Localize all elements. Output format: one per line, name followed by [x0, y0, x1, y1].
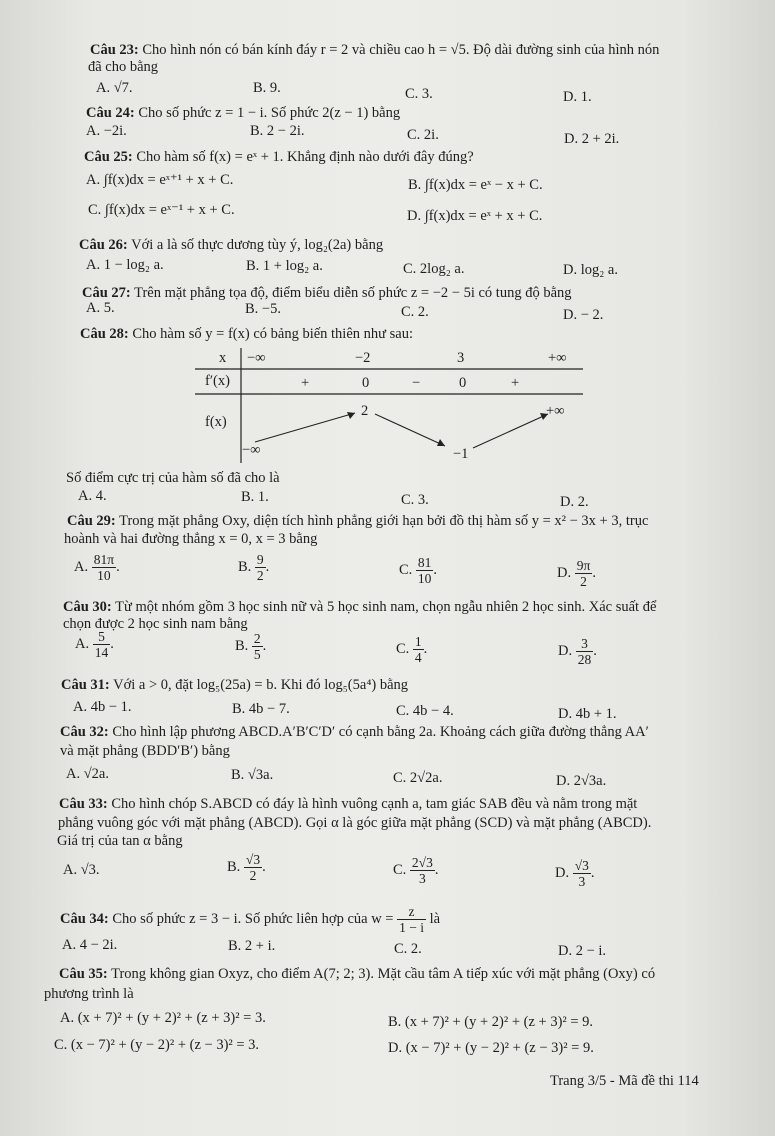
q28-option-a: A. 4.	[78, 488, 107, 504]
x-value: −∞	[247, 350, 266, 366]
q33-stem-line1: Câu 33: Cho hình chóp S.ABCD có đáy là hình vuông cạnh a, tam giác SAB đều và nằm trong mặt	[59, 796, 638, 812]
q32-option-c: C. 2√2a.	[393, 770, 443, 786]
q23-option-a: A. √7.	[96, 80, 133, 96]
q24-stem: Câu 24: Cho số phức z = 1 − i. Số phức 2(z − 1) bằng	[86, 105, 401, 121]
q33-stem-line2: phẳng vuông góc với mặt phẳng (ABCD). Gọi α là góc giữa mặt phẳng (SCD) và mặt phẳng (ABCD).	[58, 815, 652, 831]
variation-table	[195, 348, 583, 463]
q32-option-d: D. 2√3a.	[556, 773, 607, 789]
q26-option-b: B. 1 + log₂ a.	[246, 258, 323, 274]
q30-stem-line2: chọn được 2 học sinh nam bằng	[63, 616, 248, 632]
q32-option-b: B. √3a.	[231, 767, 274, 783]
q30-stem-line1: Câu 30: Từ một nhóm gồm 3 học sinh nữ và 5 học sinh nam, chọn ngẫu nhiên 2 học sinh. Xác suất để	[63, 599, 657, 615]
q26-option-c: C. 2log₂ a.	[403, 261, 465, 277]
page-footer: Trang 3/5 - Mã đề thi 114	[550, 1073, 699, 1089]
x-value: +∞	[548, 350, 567, 366]
q26-stem: Câu 26: Với a là số thực dương tùy ý, log₂(2a) bằng	[79, 237, 384, 253]
sign-value: +	[511, 375, 520, 391]
x-value: 3	[457, 350, 465, 366]
q27-stem: Câu 27: Trên mặt phẳng tọa độ, điểm biểu diễn số phức z = −2 − 5i có tung độ bằng	[82, 285, 572, 301]
q23-option-b: B. 9.	[253, 80, 281, 96]
q32-stem-line2: và mặt phẳng (BDD′B′) bằng	[60, 743, 230, 759]
q23-stem-line2: đã cho bằng	[88, 59, 159, 75]
q28-option-c: C. 3.	[401, 492, 429, 508]
sign-value: 0	[459, 375, 467, 391]
q25-option-b: B. ∫f(x)dx = eˣ − x + C.	[408, 177, 543, 193]
q30-option-d: D. $\frac{3}{28}$ .	[558, 636, 597, 667]
q28-option-d: D. 2.	[560, 494, 589, 510]
q24-option-a: A. −2i.	[86, 123, 127, 139]
q30-option-a: A. $\frac{5}{14}$ .	[75, 629, 114, 660]
arrow-increasing-2	[473, 414, 548, 448]
q29-option-c: C. $\frac{81}{10}$ .	[399, 555, 438, 586]
q31-option-c: C. 4b − 4.	[396, 703, 454, 719]
arrow-increasing-1	[255, 413, 355, 442]
q29-stem-line1: Câu 29: Trong mặt phẳng Oxy, diện tích hình phẳng giới hạn bởi đồ thị hàm số y = x² − 3x + 3, trục	[67, 513, 649, 529]
q33-option-c: C. $\frac{2√3}{3}$ .	[393, 855, 439, 886]
q31-option-a: A. 4b − 1.	[73, 699, 132, 715]
q25-stem: Câu 25: Cho hàm số f(x) = eˣ + 1. Khẳng định nào dưới đây đúng?	[84, 149, 474, 165]
q33-stem-line3: Giá trị của tan α bằng	[57, 833, 183, 849]
q35-stem-line2: phương trình là	[44, 986, 134, 1002]
f-value: −∞	[242, 442, 261, 458]
sign-value: +	[301, 375, 310, 391]
q27-option-d: D. − 2.	[563, 307, 604, 323]
q30-option-c: C. $\frac{1}{4}$ .	[396, 634, 428, 665]
q30-option-b: B. $\frac{2}{5}$ .	[235, 631, 267, 662]
q34-option-a: A. 4 − 2i.	[62, 937, 118, 953]
q27-option-b: B. −5.	[245, 301, 281, 317]
q29-option-d: D. $\frac{9\pi}{2}$ .	[557, 558, 596, 589]
sign-value: −	[412, 375, 421, 391]
f-value: +∞	[546, 403, 565, 419]
q34-stem: Câu 34: Cho số phức z = 3 − i. Số phức liên hợp của w = $\frac{z}{1 - i}$ là	[60, 904, 441, 935]
q34-option-b: B. 2 + i.	[228, 938, 276, 954]
q23-option-d: D. 1.	[563, 89, 592, 105]
q24-option-c: C. 2i.	[407, 127, 439, 143]
row-label-fprime: f′(x)	[205, 373, 230, 389]
q32-stem-line1: Câu 32: Cho hình lập phương ABCD.A′B′C′D′ có cạnh bằng 2a. Khoảng cách giữa đường thẳng AA′	[60, 724, 649, 740]
sign-value: 0	[362, 375, 370, 391]
f-value: 2	[361, 403, 369, 419]
q28-option-b: B. 1.	[241, 489, 269, 505]
q29-option-b: B. $\frac{9}{2}$ .	[238, 552, 270, 583]
q35-option-a: A. (x + 7)² + (y + 2)² + (z + 3)² = 3.	[60, 1010, 266, 1026]
q35-option-c: C. (x − 7)² + (y − 2)² + (z − 3)² = 3.	[54, 1037, 260, 1053]
q35-option-d: D. (x − 7)² + (y − 2)² + (z − 3)² = 9.	[388, 1040, 594, 1056]
q31-option-d: D. 4b + 1.	[558, 706, 617, 722]
arrow-decreasing	[375, 414, 445, 446]
q26-option-d: D. log₂ a.	[563, 262, 618, 278]
q31-stem: Câu 31: Với a > 0, đặt log₅(25a) = b. Khi đó log₅(5a⁴) bằng	[61, 677, 409, 693]
q27-option-c: C. 2.	[401, 304, 429, 320]
q32-option-a: A. √2a.	[66, 766, 109, 782]
q29-option-a: A. $\frac{81\pi}{10}$ .	[74, 552, 120, 583]
q23-stem-line1: Câu 23: Cho hình nón có bán kính đáy r = 2 và chiều cao h = √5. Độ dài đường sinh của hình nón	[90, 42, 660, 58]
q34-option-c: C. 2.	[394, 941, 422, 957]
q26-option-a: A. 1 − log₂ a.	[86, 257, 164, 273]
f-value: −1	[453, 446, 469, 462]
q31-option-b: B. 4b − 7.	[232, 701, 290, 717]
q25-option-a: A. ∫f(x)dx = eˣ⁺¹ + x + C.	[86, 172, 234, 188]
q35-stem-line1: Câu 35: Trong không gian Oxyz, cho điểm A(7; 2; 3). Mặt cầu tâm A tiếp xúc với mặt phẳng (Oxy) có	[59, 966, 656, 982]
q35-option-b: B. (x + 7)² + (y + 2)² + (z + 3)² = 9.	[388, 1014, 594, 1030]
q25-option-d: D. ∫f(x)dx = eˣ + x + C.	[407, 208, 543, 224]
q25-option-c: C. ∫f(x)dx = eˣ⁻¹ + x + C.	[88, 202, 235, 218]
q27-option-a: A. 5.	[86, 300, 115, 316]
q34-option-d: D. 2 − i.	[558, 943, 607, 959]
q33-option-d: D. $\frac{√3}{3}$ .	[555, 858, 595, 889]
q33-option-a: A. √3.	[63, 862, 100, 878]
row-label-f: f(x)	[205, 414, 227, 430]
q29-stem-line2: hoành và hai đường thẳng x = 0, x = 3 bằng	[64, 531, 318, 547]
q24-option-b: B. 2 − 2i.	[250, 123, 305, 139]
q33-option-b: B. $\frac{√3}{2}$ .	[227, 852, 266, 883]
x-value: −2	[355, 350, 371, 366]
q24-option-d: D. 2 + 2i.	[564, 131, 620, 147]
q28-stem: Câu 28: Cho hàm số y = f(x) có bảng biến thiên như sau:	[80, 326, 413, 342]
q23-option-c: C. 3.	[405, 86, 433, 102]
q28-follow: Số điểm cực trị của hàm số đã cho là	[66, 470, 280, 486]
row-label-x: x	[219, 350, 227, 366]
